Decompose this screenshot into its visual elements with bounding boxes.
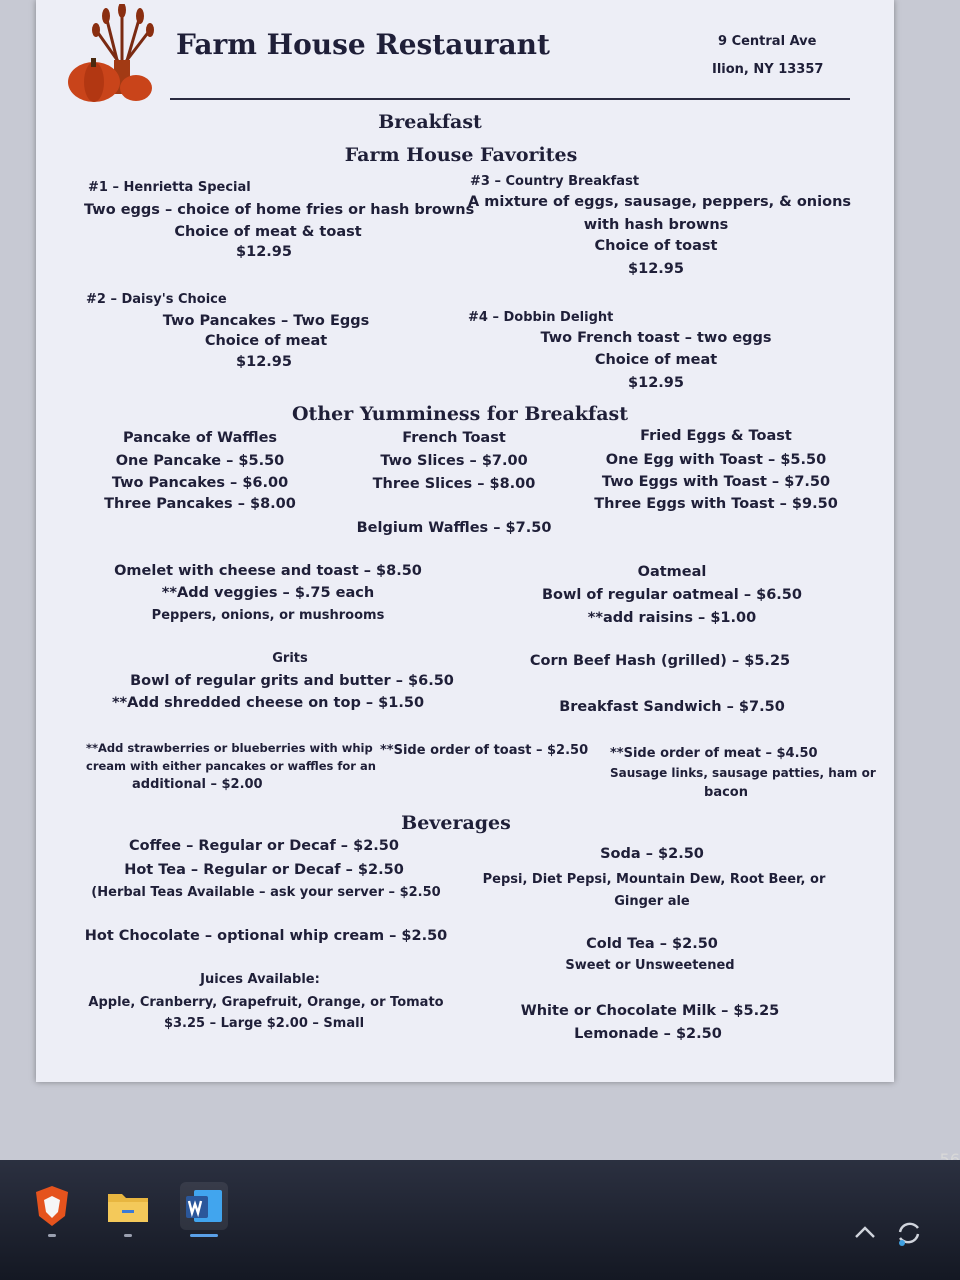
pancake-price-line: Two Pancakes – $6.00 [111, 475, 289, 491]
favorite-4-price: $12.95 [628, 375, 684, 391]
french-toast-line: Two Slices – $7.00 [380, 453, 528, 469]
milk: White or Chocolate Milk – $5.25 [520, 1003, 780, 1019]
grits-line: **Add shredded cheese on top – $1.50 [111, 695, 425, 711]
breakfast-sandwich: Breakfast Sandwich – $7.50 [559, 699, 785, 715]
favorite-4-line: Two French toast – two eggs [540, 330, 772, 346]
oatmeal-line: **add raisins – $1.00 [587, 610, 757, 626]
grits-title: Grits [272, 651, 308, 666]
omelet-line: Peppers, onions, or mushrooms [151, 608, 385, 623]
favorite-1-name: #1 – Henrietta Special [88, 180, 251, 195]
beverages-heading: Beverages [401, 812, 511, 834]
cold-tea: Cold Tea – $2.50 [586, 936, 718, 952]
berries-addon-line: additional – $2.00 [132, 777, 263, 792]
grits-line: Bowl of regular grits and butter – $6.50 [130, 673, 454, 689]
favorite-1-price: $12.95 [236, 244, 292, 260]
app-running-indicator [124, 1234, 132, 1237]
lemonade: Lemonade – $2.50 [574, 1026, 722, 1042]
app-running-indicator [48, 1234, 56, 1237]
oatmeal-line: Bowl of regular oatmeal – $6.50 [542, 587, 802, 603]
omelet-line: **Add veggies – $.75 each [161, 585, 375, 601]
favorites-heading: Farm House Favorites [344, 144, 578, 166]
fried-eggs-line: Two Eggs with Toast – $7.50 [601, 474, 831, 490]
hot-chocolate: Hot Chocolate – optional whip cream – $2.50 [84, 928, 448, 944]
folder-icon [104, 1182, 152, 1230]
file-explorer-taskbar-button[interactable] [104, 1182, 152, 1230]
sync-icon[interactable] [892, 1216, 926, 1250]
pancake-price-line: One Pancake – $5.50 [115, 453, 285, 469]
favorite-2-price: $12.95 [236, 354, 292, 370]
pancake-column-title: Pancake of Waffles [122, 430, 278, 446]
browser-taskbar-button[interactable] [28, 1182, 76, 1230]
french-toast-title: French Toast [402, 430, 506, 446]
berries-addon-line: **Add strawberries or blueberries with whip [86, 741, 373, 755]
berries-addon-line: cream with either pancakes or waffles for an [86, 759, 376, 773]
document-page[interactable] [36, 0, 894, 1082]
soda-line: Ginger ale [614, 894, 690, 909]
favorite-3-name: #3 – Country Breakfast [470, 174, 640, 189]
taskbar [0, 1160, 960, 1280]
menu-title: Breakfast [378, 111, 482, 133]
oatmeal-title: Oatmeal [637, 564, 707, 580]
omelet-line: Omelet with cheese and toast – $8.50 [114, 563, 422, 579]
soda-line: Pepsi, Diet Pepsi, Mountain Dew, Root Beer, or [482, 872, 826, 887]
other-heading: Other Yumminess for Breakfast [292, 403, 628, 425]
french-toast-line: Three Slices – $8.00 [372, 476, 536, 492]
belgium-waffles: Belgium Waffles – $7.50 [356, 520, 552, 536]
favorite-2-name: #2 – Daisy's Choice [86, 292, 227, 307]
side-meat-line: **Side order of meat – $4.50 [610, 746, 818, 761]
soda: Soda – $2.50 [600, 846, 704, 862]
side-meat-line: bacon [704, 785, 748, 800]
favorite-1-line: Two eggs – choice of home fries or hash browns [84, 202, 475, 218]
pumpkin-wheat-logo [56, 4, 162, 104]
word-taskbar-button[interactable] [180, 1182, 228, 1230]
lion-shield-icon [28, 1182, 76, 1230]
fried-eggs-line: Three Eggs with Toast – $9.50 [594, 496, 838, 512]
favorite-3-price: $12.95 [628, 261, 684, 277]
favorite-3-line: A mixture of eggs, sausage, peppers, & onions [468, 194, 852, 210]
cold-tea-line: Sweet or Unsweetened [565, 958, 735, 973]
juices-line: Apple, Cranberry, Grapefruit, Orange, or Tomato [88, 995, 444, 1010]
juices-title: Juices Available: [200, 972, 320, 987]
address-line-2: Ilion, NY 13357 [712, 62, 824, 77]
word-app-icon [180, 1182, 228, 1230]
favorite-4-line: Choice of meat [594, 352, 718, 368]
coffee: Coffee – Regular or Decaf – $2.50 [129, 838, 399, 854]
address-line-1: 9 Central Ave [718, 34, 817, 49]
header-divider [170, 98, 850, 100]
side-toast: **Side order of toast – $2.50 [380, 743, 589, 758]
favorite-2-line: Two Pancakes – Two Eggs [162, 313, 370, 329]
corn-beef-hash: Corn Beef Hash (grilled) – $5.25 [529, 653, 791, 669]
side-meat-line: Sausage links, sausage patties, ham or [610, 766, 876, 780]
juices-line: $3.25 – Large $2.00 – Small [163, 1016, 365, 1031]
favorite-3-line: with hash browns [583, 217, 729, 233]
fried-eggs-title: Fried Eggs & Toast [640, 428, 792, 444]
favorite-3-line: Choice of toast [594, 238, 718, 254]
favorite-1-line: Choice of meat & toast [174, 224, 362, 240]
restaurant-name: Farm House Restaurant [176, 28, 550, 61]
herbal-teas: (Herbal Teas Available – ask your server – $2.50 [91, 885, 441, 900]
hot-tea: Hot Tea – Regular or Decaf – $2.50 [124, 862, 404, 878]
app-active-indicator [190, 1234, 218, 1237]
favorite-4-name: #4 – Dobbin Delight [468, 310, 614, 325]
chevron-up-icon[interactable] [852, 1222, 878, 1242]
favorite-2-line: Choice of meat [204, 333, 328, 349]
fried-eggs-line: One Egg with Toast – $5.50 [605, 452, 827, 468]
pancake-price-line: Three Pancakes – $8.00 [104, 496, 296, 512]
